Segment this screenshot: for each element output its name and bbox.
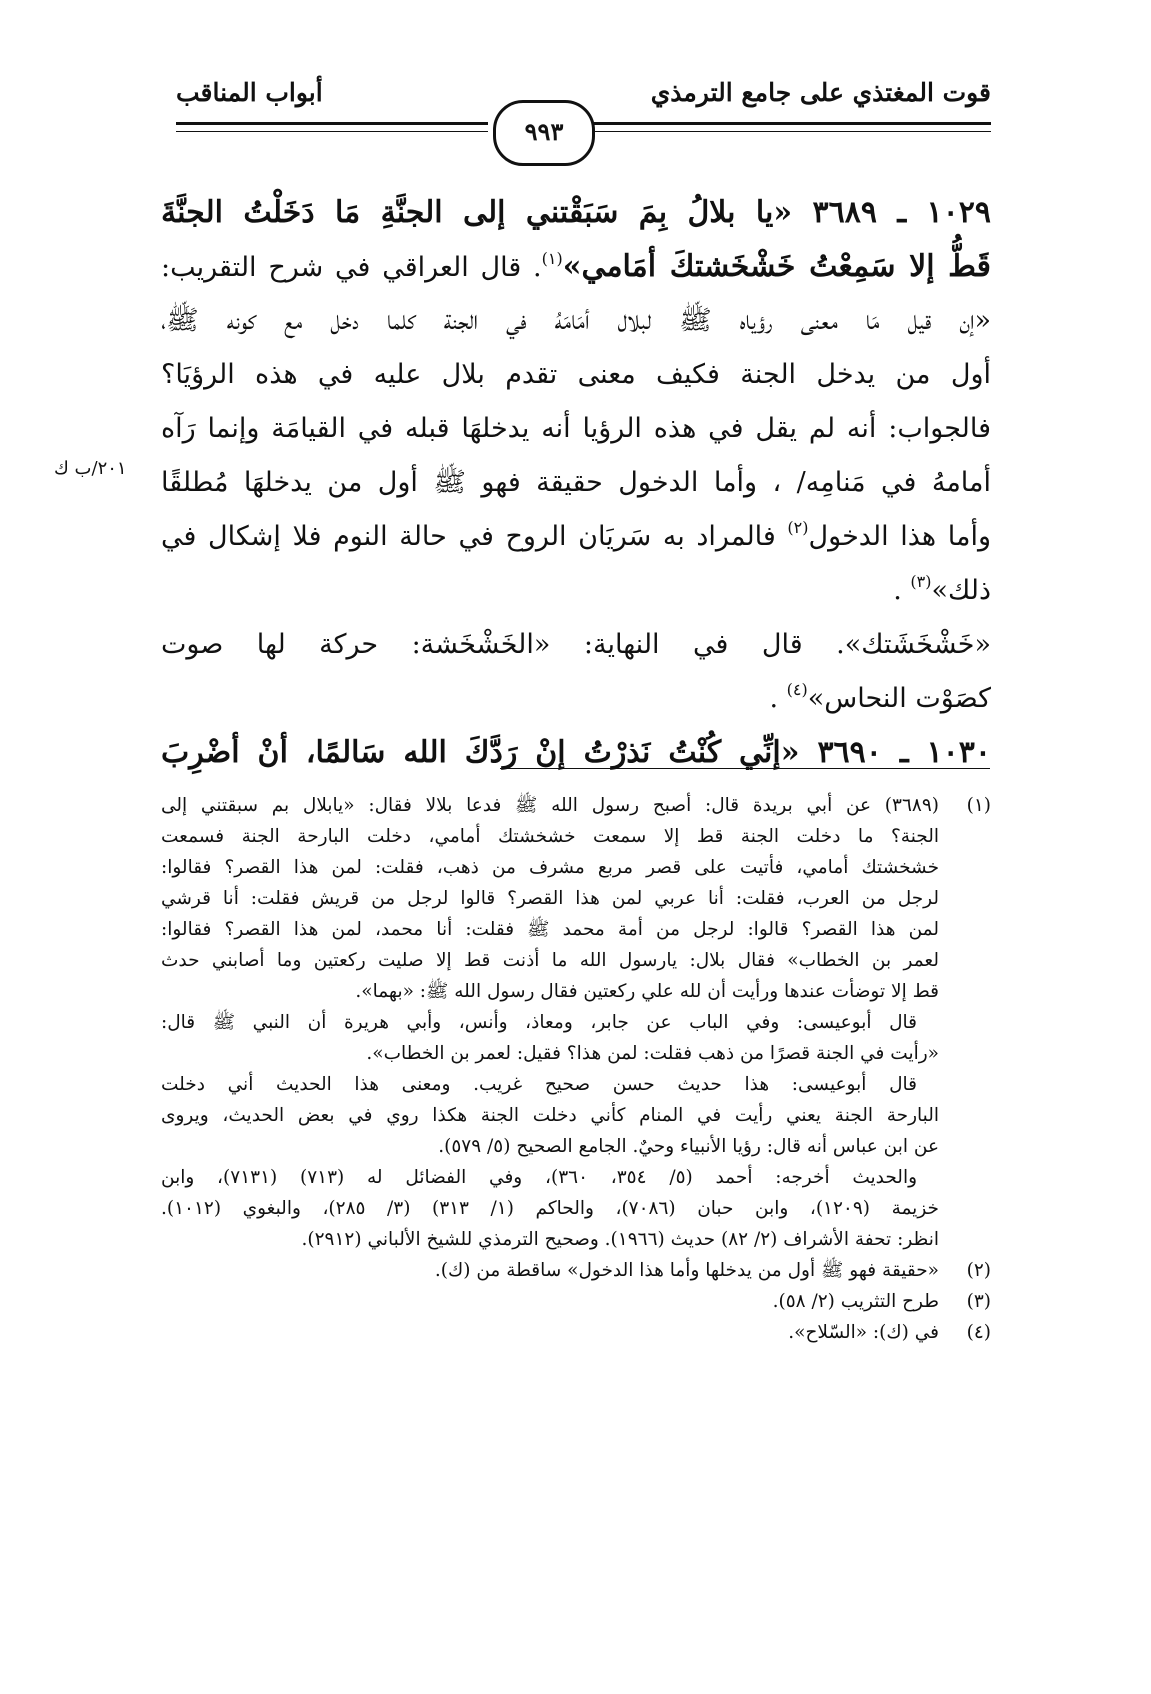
footnote-ref: (٤) <box>786 680 808 699</box>
body-line: أمامهُ في مَنامِه/ ، وأما الدخول حقيقة فهو ﷺ أول من يدخلهَا مُطلقًا <box>161 467 991 498</box>
hadith-1029-text: قَطُّ إلا سَمِعْتُ خَشْخَشتكَ أمَامي» <box>562 249 991 284</box>
body-line <box>161 672 991 726</box>
page-number: ٩٩٣ <box>493 100 595 166</box>
header-rule-left <box>176 122 488 132</box>
footnote-line: عن ابن عباس أنه قال: رؤيا الأنبياء وحيٌ. الجامع الصحيح (٥/ ٥٧٩). <box>438 1136 939 1157</box>
body-line: «إن قيل مَا معنى رؤياه ﷺ لبلال أمَامَهُ في الجنة كلما دخل مع كونه ﷺ، <box>161 305 991 336</box>
footnote-line: في (ك): «السّلاح». <box>788 1322 939 1343</box>
footnote-line: قال أبوعيسى: وفي الباب عن جابر، ومعاذ، وأنس، وأبي هريرة أن النبي ﷺ قال: <box>161 1012 917 1033</box>
footnote-line: طرح التثريب (٢/ ٥٨). <box>772 1291 939 1312</box>
body-text: وأما هذا الدخول <box>808 521 991 552</box>
footnote-number: (٣) <box>966 1291 991 1312</box>
footnote-line: قط إلا توضأت عندها ورأيت أن لله علي ركعتين فقال رسول الله ﷺ: «بهما». <box>355 981 939 1002</box>
footnote-separator <box>500 768 990 769</box>
body-text: ذلك» <box>931 575 991 606</box>
body-text: فالمراد به سَريَان الروح في حالة النوم فلا إشكال في <box>161 521 788 552</box>
footnote-3 <box>161 1286 991 1317</box>
footnote-line: خشخشتك أمامي، فأتيت على قصر مربع مشرف من ذهب، فقلت: لمن هذا القصر؟ فقالوا: <box>161 857 939 878</box>
body-line: «خَشْخَشَتك». قال في النهاية: «الخَشْخَشة: حركة لها صوت <box>161 629 991 660</box>
hadith-1029-line: ١٠٢٩ ـ ٣٦٨٩ «يا بلالُ بِمَ سَبَقْتني إلى الجنَّةِ مَا دَخَلْتُ الجنَّةَ <box>161 195 991 230</box>
main-text <box>161 186 991 780</box>
body-line <box>161 564 991 618</box>
footnote-line: «حقيقة فهو ﷺ أول من يدخلها وأما هذا الدخول» ساقطة من (ك). <box>434 1260 939 1281</box>
footnote-line: لعمر بن الخطاب» فقال بلال: يارسول الله ما أذنت قط إلا صليت ركعتين وما أصابني حدث <box>161 950 939 971</box>
footnote-ref: (٣) <box>910 572 932 591</box>
running-head-section: أبواب المناقب <box>176 78 323 107</box>
footnote-body <box>161 790 939 1255</box>
footnote-line: لرجل من العرب، فقلت: أنا عربي لمن هذا القصر؟ قالوا لرجل من قريش فقلت: أنا قرشي <box>161 888 939 909</box>
footnote-line: خزيمة (١٢٠٩)، وابن حبان (٧٠٨٦)، والحاكم (١/ ٣١٣) (٣/ ٢٨٥)، والبغوي (١٠١٢). <box>161 1198 939 1219</box>
footnote-line: البارحة الجنة يعني رأيت في المنام كأني دخلت الجنة هكذا روي في بعض الحديث، ويروى <box>161 1105 939 1126</box>
footnotes <box>161 790 991 1348</box>
body-line <box>161 240 991 294</box>
footnote-line: قال أبوعيسى: هذا حديث حسن صحيح غريب. ومعنى هذا الحديث أني دخلت <box>161 1074 917 1095</box>
footnote-ref: (٢) <box>787 518 809 537</box>
body-line <box>161 510 991 564</box>
body-text: . <box>769 683 787 714</box>
footnote-line: الجنة؟ ما دخلت الجنة قط إلا سمعت خشخشتك أمامي، دخلت البارحة الجنة فسمعت <box>161 826 939 847</box>
footnote-number: (٢) <box>966 1260 991 1281</box>
body-line: أول من يدخل الجنة فكيف معنى تقدم بلال عليه في هذه الرؤيَا؟ <box>161 359 991 390</box>
footnote-line: (٣٦٨٩) عن أبي بريدة قال: أصبح رسول الله ﷺ فدعا بلالا فقال: «يابلال بم سبقتني إلى <box>161 795 939 816</box>
footnote-ref: (١) <box>541 249 563 268</box>
footnote-line: لمن هذا القصر؟ قالوا: لرجل من أمة محمد ﷺ فقلت: أنا محمد، لمن هذا القصر؟ فقالوا: <box>161 919 939 940</box>
running-head-book-title: قوت المغتذي على جامع الترمذي <box>650 78 991 107</box>
margin-note: ٢٠١/ب ك <box>54 458 127 479</box>
footnote-number: (١) <box>966 795 991 816</box>
body-text: كصَوْت النحاس» <box>807 683 991 714</box>
header-rule-right <box>551 122 991 132</box>
body-line: فالجواب: أنه لم يقل في هذه الرؤيا أنه يدخلهَا قبله في القيامَة وإنما رَآه <box>161 413 992 444</box>
footnote-line: والحديث أخرجه: أحمد (٥/ ٣٥٤، ٣٦٠)، وفي الفضائل له (٧١٣) (٧١٣١)، وابن <box>161 1167 918 1188</box>
footnote-number: (٤) <box>966 1322 991 1343</box>
footnote-4 <box>161 1317 991 1348</box>
footnote-2 <box>161 1255 991 1286</box>
footnote-line: «رأيت في الجنة قصرًا من ذهب فقلت: لمن هذا؟ فقيل: لعمر بن الخطاب». <box>366 1043 939 1064</box>
footnote-line: انظر: تحفة الأشراف (٢/ ٨٢) حديث (١٩٦٦). وصحيح الترمذي للشيخ الألباني (٢٩١٢). <box>301 1229 939 1250</box>
body-text: . قال العراقي في شرح التقريب: <box>161 252 542 283</box>
body-text: . <box>893 575 911 606</box>
hadith-1030-line: ١٠٣٠ ـ ٣٦٩٠ «إنِّي كُنْتُ نَذرْتُ إنْ رَدَّكَ الله سَالمًا، أنْ أضْرِبَ <box>161 735 991 770</box>
footnote-1 <box>161 790 991 1255</box>
